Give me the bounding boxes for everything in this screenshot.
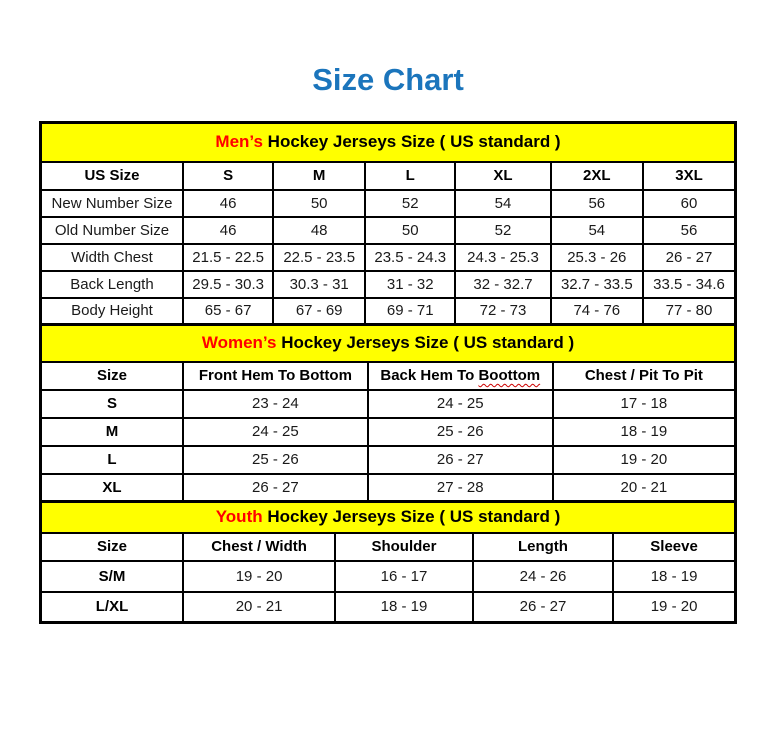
column-header: 3XL <box>643 162 735 190</box>
table-row <box>41 271 736 298</box>
size-value: 32 - 32.7 <box>455 271 550 298</box>
womens-section-rest: Hockey Jerseys Size ( US standard ) <box>276 333 575 353</box>
table-row <box>41 446 736 474</box>
mens-size-table <box>39 121 737 326</box>
size-value: 50 <box>365 217 455 244</box>
mens-header-row <box>41 162 736 190</box>
column-header: Length <box>473 533 613 561</box>
table-row <box>41 217 736 244</box>
size-value: 56 <box>551 190 643 217</box>
table-row <box>41 474 736 502</box>
size-value: 69 - 71 <box>365 298 455 325</box>
size-value: 33.5 - 34.6 <box>643 271 735 298</box>
size-value: 72 - 73 <box>455 298 550 325</box>
table-row <box>41 418 736 446</box>
column-header: Front Hem To Bottom <box>183 362 368 390</box>
column-header: XL <box>455 162 550 190</box>
womens-section-band <box>41 325 736 362</box>
mens-section-header <box>41 123 736 162</box>
size-value: 54 <box>455 190 550 217</box>
size-value: 32.7 - 33.5 <box>551 271 643 298</box>
size-value: 52 <box>455 217 550 244</box>
size-value: 50 <box>273 190 365 217</box>
size-value: 26 - 27 <box>368 446 553 474</box>
row-label: S/M <box>41 561 183 592</box>
table-row <box>41 190 736 217</box>
size-value: 30.3 - 31 <box>273 271 365 298</box>
table-row <box>41 390 736 418</box>
row-label: Width Chest <box>41 244 183 271</box>
size-value: 24 - 25 <box>183 418 368 446</box>
size-value: 65 - 67 <box>183 298 273 325</box>
youth-section-rest: Hockey Jerseys Size ( US standard ) <box>262 507 561 527</box>
womens-header-row <box>41 362 736 390</box>
column-header: Shoulder <box>335 533 473 561</box>
column-header: Sleeve <box>613 533 735 561</box>
table-row <box>41 298 736 325</box>
size-value: 27 - 28 <box>368 474 553 502</box>
size-value: 18 - 19 <box>613 561 735 592</box>
youth-section-accent: Youth <box>215 507 263 527</box>
size-value: 24 - 25 <box>368 390 553 418</box>
misspelled-word: Boottom <box>478 367 541 384</box>
row-label: L/XL <box>41 592 183 623</box>
size-value: 20 - 21 <box>553 474 736 502</box>
womens-section-header <box>41 325 736 362</box>
column-header: S <box>183 162 273 190</box>
size-value: 46 <box>183 190 273 217</box>
youth-header-row <box>41 533 736 561</box>
size-value: 21.5 - 22.5 <box>183 244 273 271</box>
size-value: 60 <box>643 190 735 217</box>
row-label: XL <box>41 474 183 502</box>
size-value: 24 - 26 <box>473 561 613 592</box>
size-value: 17 - 18 <box>553 390 736 418</box>
column-header: L <box>365 162 455 190</box>
column-header-prefix: Back Hem To <box>380 367 479 384</box>
size-value: 56 <box>643 217 735 244</box>
size-value: 23 - 24 <box>183 390 368 418</box>
youth-size-table <box>39 500 737 624</box>
youth-section-band <box>41 502 736 533</box>
size-value: 26 - 27 <box>473 592 613 623</box>
size-value: 26 - 27 <box>643 244 735 271</box>
row-label: M <box>41 418 183 446</box>
size-value: 18 - 19 <box>335 592 473 623</box>
size-value: 18 - 19 <box>553 418 736 446</box>
table-row <box>41 244 736 271</box>
row-label: S <box>41 390 183 418</box>
size-value: 16 - 17 <box>335 561 473 592</box>
womens-section-accent: Women’s <box>201 333 277 353</box>
size-value: 20 - 21 <box>183 592 335 623</box>
womens-table-body <box>41 390 736 502</box>
column-header: 2XL <box>551 162 643 190</box>
table-row <box>41 592 736 623</box>
mens-section-accent: Men’s <box>215 132 263 152</box>
column-header: Chest / Pit To Pit <box>553 362 736 390</box>
size-value: 25 - 26 <box>368 418 553 446</box>
size-value: 48 <box>273 217 365 244</box>
size-value: 67 - 69 <box>273 298 365 325</box>
size-value: 46 <box>183 217 273 244</box>
youth-section-header <box>41 502 736 533</box>
size-value: 19 - 20 <box>183 561 335 592</box>
size-value: 26 - 27 <box>183 474 368 502</box>
size-value: 23.5 - 24.3 <box>365 244 455 271</box>
size-chart-tables <box>39 121 737 624</box>
row-label: Back Length <box>41 271 183 298</box>
mens-section-rest: Hockey Jerseys Size ( US standard ) <box>262 132 561 152</box>
size-value: 24.3 - 25.3 <box>455 244 550 271</box>
size-value: 52 <box>365 190 455 217</box>
size-value: 25.3 - 26 <box>551 244 643 271</box>
row-label: Old Number Size <box>41 217 183 244</box>
size-value: 29.5 - 30.3 <box>183 271 273 298</box>
column-header: M <box>273 162 365 190</box>
mens-section-band <box>41 123 736 162</box>
size-value: 19 - 20 <box>613 592 735 623</box>
table-row <box>41 561 736 592</box>
column-header <box>368 362 553 390</box>
column-header: Chest / Width <box>183 533 335 561</box>
womens-size-table <box>39 323 737 503</box>
row-label: New Number Size <box>41 190 183 217</box>
mens-table-body <box>41 190 736 325</box>
youth-table-body <box>41 561 736 623</box>
size-value: 31 - 32 <box>365 271 455 298</box>
size-value: 77 - 80 <box>643 298 735 325</box>
column-header: US Size <box>41 162 183 190</box>
size-value: 54 <box>551 217 643 244</box>
size-value: 74 - 76 <box>551 298 643 325</box>
size-value: 25 - 26 <box>183 446 368 474</box>
row-label: Body Height <box>41 298 183 325</box>
size-value: 19 - 20 <box>553 446 736 474</box>
row-label: L <box>41 446 183 474</box>
page-title: Size Chart <box>312 62 464 97</box>
column-header: Size <box>41 533 183 561</box>
column-header: Size <box>41 362 183 390</box>
size-value: 22.5 - 23.5 <box>273 244 365 271</box>
